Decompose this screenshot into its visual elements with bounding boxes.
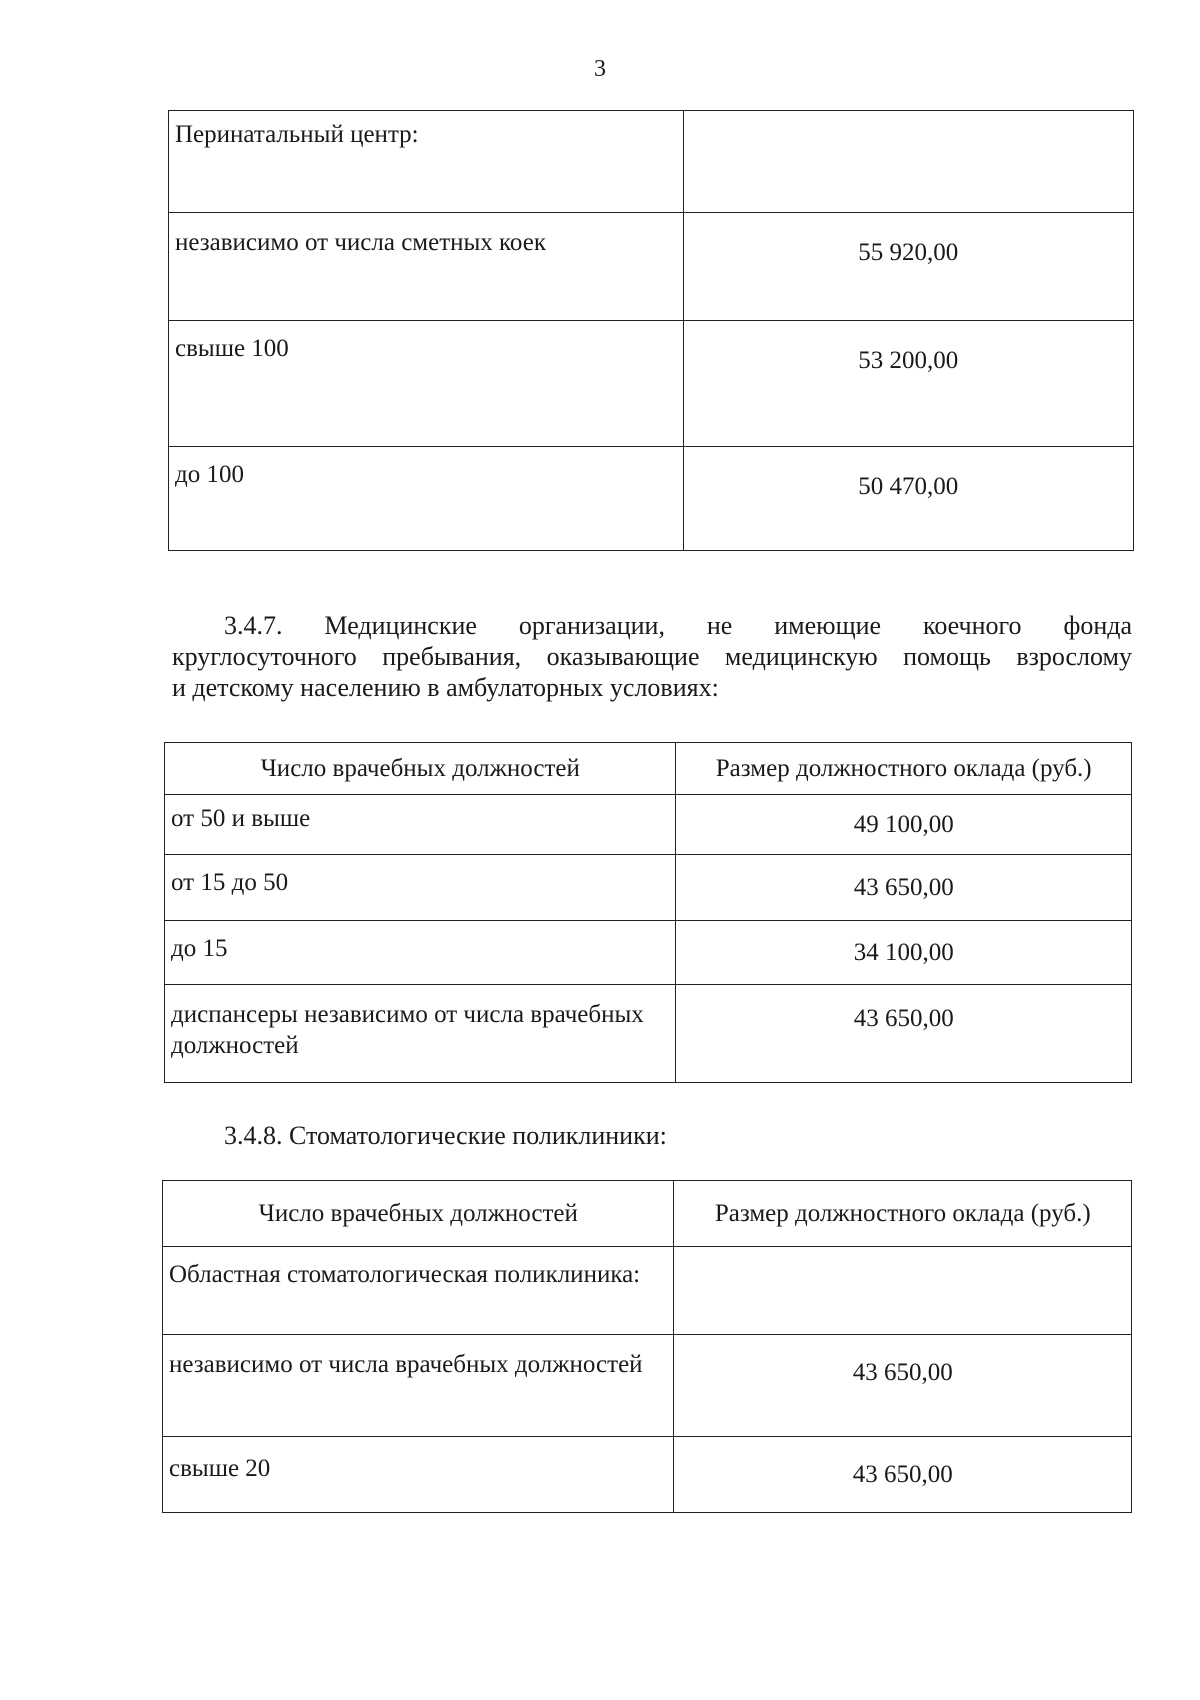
column-header: Число врачебных должностей [165, 743, 676, 795]
row-value: 34 100,00 [676, 921, 1132, 985]
table-header-row [165, 743, 1132, 795]
table-row [165, 921, 1132, 985]
row-value: 43 650,00 [676, 855, 1132, 921]
row-label: от 50 и выше [165, 795, 676, 855]
table-row [169, 111, 1134, 213]
row-value [674, 1247, 1132, 1335]
column-header: Размер должностного оклада (руб.) [674, 1181, 1132, 1247]
table-row [169, 213, 1134, 321]
table-row [165, 855, 1132, 921]
table-row [165, 795, 1132, 855]
table-row [169, 447, 1134, 551]
dental-clinics-table [162, 1180, 1132, 1513]
row-label: свыше 20 [163, 1437, 674, 1513]
paragraph-line: 3.4.7. Медицинские организации, не имеющие коечного фонда [224, 611, 1132, 640]
row-value [683, 111, 1133, 213]
row-value: 43 650,00 [674, 1335, 1132, 1437]
table-row [169, 321, 1134, 447]
row-label: независимо от числа сметных коек [169, 213, 684, 321]
table-row [163, 1247, 1132, 1335]
paragraph-line: круглосуточного пребывания, оказывающие медицинскую помощь взрослому [172, 642, 1132, 672]
row-label: Областная стоматологическая поликлиника: [163, 1247, 674, 1335]
row-label: свыше 100 [169, 321, 684, 447]
row-value: 43 650,00 [674, 1437, 1132, 1513]
row-label: независимо от числа врачебных должностей [163, 1335, 674, 1437]
table-row [163, 1335, 1132, 1437]
row-label: Перинатальный центр: [169, 111, 684, 213]
column-header: Размер должностного оклада (руб.) [676, 743, 1132, 795]
row-value: 49 100,00 [676, 795, 1132, 855]
page-number: 3 [594, 56, 606, 82]
section-3-4-8-heading: 3.4.8. Стоматологические поликлиники: [224, 1121, 667, 1150]
row-value: 55 920,00 [683, 213, 1133, 321]
perinatal-center-table [168, 110, 1134, 551]
row-value: 50 470,00 [683, 447, 1133, 551]
row-label: до 15 [165, 921, 676, 985]
row-label: диспансеры независимо от числа врачебных должностей [165, 985, 676, 1083]
table-header-row [163, 1181, 1132, 1247]
paragraph-line: и детскому населению в амбулаторных условиях: [172, 673, 719, 703]
table-row [163, 1437, 1132, 1513]
section-3-4-7-paragraph [172, 610, 1132, 704]
ambulatory-organizations-table [164, 742, 1132, 1083]
table-row [165, 985, 1132, 1083]
row-label: до 100 [169, 447, 684, 551]
row-value: 53 200,00 [683, 321, 1133, 447]
row-value: 43 650,00 [676, 985, 1132, 1083]
row-label: от 15 до 50 [165, 855, 676, 921]
column-header: Число врачебных должностей [163, 1181, 674, 1247]
